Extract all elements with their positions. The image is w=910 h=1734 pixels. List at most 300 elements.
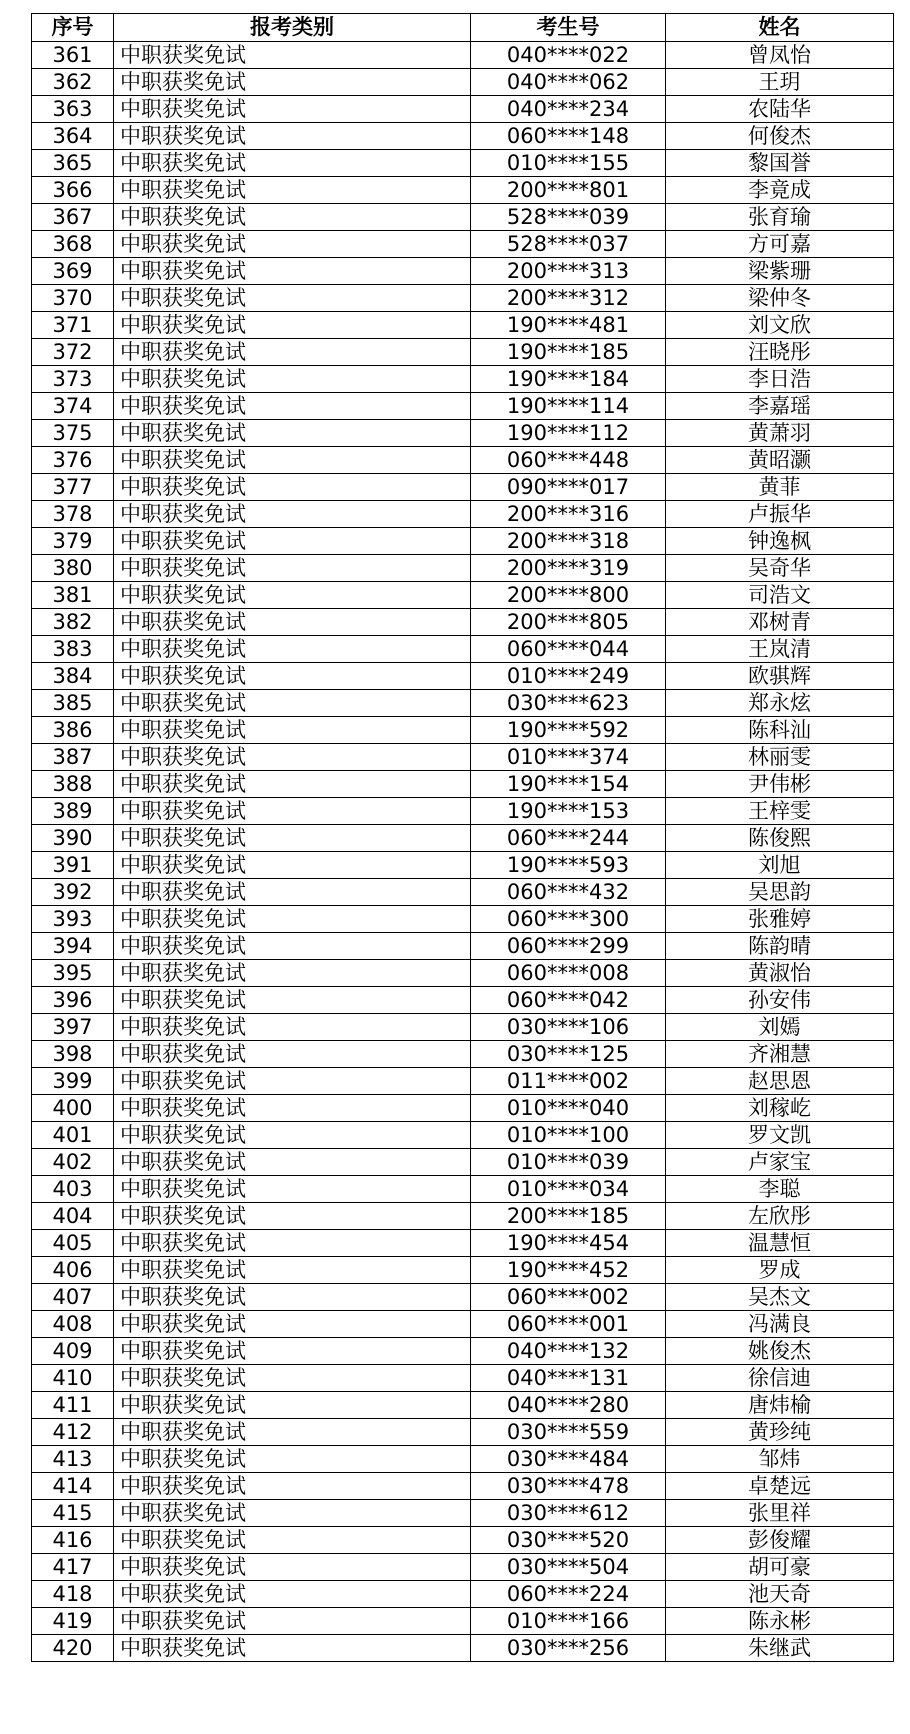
name-cell: 李日浩 — [666, 366, 894, 393]
candidate-number-cell: 010****039 — [471, 1149, 666, 1176]
candidate-number-cell: 190****481 — [471, 312, 666, 339]
application-category-cell: 中职获奖免试 — [114, 420, 471, 447]
application-category-cell: 中职获奖免试 — [114, 1338, 471, 1365]
name-cell: 赵思恩 — [666, 1068, 894, 1095]
sequence-number-cell: 400 — [32, 1095, 114, 1122]
table-row — [32, 1203, 894, 1230]
application-category-cell: 中职获奖免试 — [114, 717, 471, 744]
name-cell: 张育瑜 — [666, 204, 894, 231]
candidate-number-cell: 060****148 — [471, 123, 666, 150]
candidate-number-cell: 190****185 — [471, 339, 666, 366]
table-header — [32, 14, 894, 42]
application-category-cell: 中职获奖免试 — [114, 1122, 471, 1149]
table-row — [32, 258, 894, 285]
name-cell: 张雅婷 — [666, 906, 894, 933]
name-cell: 黄萧羽 — [666, 420, 894, 447]
sequence-number-cell: 391 — [32, 852, 114, 879]
name-cell: 司浩文 — [666, 582, 894, 609]
candidate-number-cell: 190****454 — [471, 1230, 666, 1257]
application-category-cell: 中职获奖免试 — [114, 1311, 471, 1338]
sequence-number-cell: 388 — [32, 771, 114, 798]
table-row — [32, 987, 894, 1014]
candidate-number-cell: 190****593 — [471, 852, 666, 879]
application-category-cell: 中职获奖免试 — [114, 1446, 471, 1473]
application-category-cell: 中职获奖免试 — [114, 609, 471, 636]
sequence-number-cell: 407 — [32, 1284, 114, 1311]
sequence-number-cell: 416 — [32, 1527, 114, 1554]
candidate-number-cell: 200****318 — [471, 528, 666, 555]
sequence-number-cell: 408 — [32, 1311, 114, 1338]
candidate-number-cell: 030****559 — [471, 1419, 666, 1446]
table-row — [32, 933, 894, 960]
application-category-cell: 中职获奖免试 — [114, 1365, 471, 1392]
application-category-cell: 中职获奖免试 — [114, 204, 471, 231]
application-category-cell: 中职获奖免试 — [114, 663, 471, 690]
table-row — [32, 906, 894, 933]
sequence-number-cell: 413 — [32, 1446, 114, 1473]
sequence-number-cell: 419 — [32, 1608, 114, 1635]
name-cell: 曾凤怡 — [666, 42, 894, 69]
table-row — [32, 177, 894, 204]
candidate-number-cell: 010****100 — [471, 1122, 666, 1149]
candidate-number-cell: 190****452 — [471, 1257, 666, 1284]
sequence-number-cell: 372 — [32, 339, 114, 366]
sequence-number-cell: 396 — [32, 987, 114, 1014]
name-cell: 吴杰文 — [666, 1284, 894, 1311]
application-category-cell: 中职获奖免试 — [114, 258, 471, 285]
table-row — [32, 1527, 894, 1554]
table-row — [32, 1149, 894, 1176]
table-row — [32, 528, 894, 555]
sequence-number-cell: 380 — [32, 555, 114, 582]
table-row — [32, 1554, 894, 1581]
name-cell: 陈科汕 — [666, 717, 894, 744]
header-application-category: 报考类别 — [114, 14, 471, 42]
candidate-number-cell: 200****800 — [471, 582, 666, 609]
table-row — [32, 555, 894, 582]
name-cell: 吴奇华 — [666, 555, 894, 582]
candidate-number-cell: 190****153 — [471, 798, 666, 825]
candidate-number-cell: 040****022 — [471, 42, 666, 69]
candidate-number-cell: 060****042 — [471, 987, 666, 1014]
sequence-number-cell: 371 — [32, 312, 114, 339]
table-row — [32, 1473, 894, 1500]
table-row — [32, 1392, 894, 1419]
candidate-number-cell: 200****319 — [471, 555, 666, 582]
table-row — [32, 690, 894, 717]
application-category-cell: 中职获奖免试 — [114, 1176, 471, 1203]
sequence-number-cell: 364 — [32, 123, 114, 150]
application-category-cell: 中职获奖免试 — [114, 123, 471, 150]
table-row — [32, 663, 894, 690]
candidate-number-cell: 010****040 — [471, 1095, 666, 1122]
sequence-number-cell: 390 — [32, 825, 114, 852]
table-row — [32, 1257, 894, 1284]
table-row — [32, 447, 894, 474]
name-cell: 黎国誉 — [666, 150, 894, 177]
name-cell: 黄珍纯 — [666, 1419, 894, 1446]
candidate-number-cell: 190****112 — [471, 420, 666, 447]
application-category-cell: 中职获奖免试 — [114, 69, 471, 96]
table-row — [32, 1014, 894, 1041]
sequence-number-cell: 363 — [32, 96, 114, 123]
table-row — [32, 366, 894, 393]
sequence-number-cell: 395 — [32, 960, 114, 987]
candidate-number-cell: 190****592 — [471, 717, 666, 744]
name-cell: 张里祥 — [666, 1500, 894, 1527]
name-cell: 刘旭 — [666, 852, 894, 879]
candidate-number-cell: 060****448 — [471, 447, 666, 474]
sequence-number-cell: 393 — [32, 906, 114, 933]
sequence-number-cell: 410 — [32, 1365, 114, 1392]
sequence-number-cell: 404 — [32, 1203, 114, 1230]
application-category-cell: 中职获奖免试 — [114, 798, 471, 825]
name-cell: 邓树青 — [666, 609, 894, 636]
table-row — [32, 474, 894, 501]
table-row — [32, 609, 894, 636]
sequence-number-cell: 368 — [32, 231, 114, 258]
sequence-number-cell: 392 — [32, 879, 114, 906]
table-row — [32, 204, 894, 231]
table-row — [32, 123, 894, 150]
name-cell: 梁紫珊 — [666, 258, 894, 285]
sequence-number-cell: 403 — [32, 1176, 114, 1203]
application-category-cell: 中职获奖免试 — [114, 1608, 471, 1635]
sequence-number-cell: 389 — [32, 798, 114, 825]
sequence-number-cell: 417 — [32, 1554, 114, 1581]
candidate-number-cell: 200****185 — [471, 1203, 666, 1230]
candidate-number-cell: 030****106 — [471, 1014, 666, 1041]
table-row — [32, 825, 894, 852]
sequence-number-cell: 367 — [32, 204, 114, 231]
application-category-cell: 中职获奖免试 — [114, 771, 471, 798]
header-name: 姓名 — [666, 14, 894, 42]
application-category-cell: 中职获奖免试 — [114, 501, 471, 528]
candidate-number-cell: 528****039 — [471, 204, 666, 231]
application-category-cell: 中职获奖免试 — [114, 1284, 471, 1311]
sequence-number-cell: 375 — [32, 420, 114, 447]
name-cell: 李嘉瑶 — [666, 393, 894, 420]
application-category-cell: 中职获奖免试 — [114, 933, 471, 960]
candidate-number-cell: 010****166 — [471, 1608, 666, 1635]
candidate-number-cell: 060****432 — [471, 879, 666, 906]
sequence-number-cell: 378 — [32, 501, 114, 528]
table-row — [32, 1095, 894, 1122]
table-row — [32, 1446, 894, 1473]
application-category-cell: 中职获奖免试 — [114, 1581, 471, 1608]
sequence-number-cell: 409 — [32, 1338, 114, 1365]
name-cell: 彭俊耀 — [666, 1527, 894, 1554]
name-cell: 梁仲冬 — [666, 285, 894, 312]
candidate-number-cell: 030****484 — [471, 1446, 666, 1473]
name-cell: 黄昭灏 — [666, 447, 894, 474]
application-category-cell: 中职获奖免试 — [114, 177, 471, 204]
application-category-cell: 中职获奖免试 — [114, 1635, 471, 1662]
sequence-number-cell: 415 — [32, 1500, 114, 1527]
name-cell: 齐湘慧 — [666, 1041, 894, 1068]
sequence-number-cell: 397 — [32, 1014, 114, 1041]
sequence-number-cell: 401 — [32, 1122, 114, 1149]
table-row — [32, 960, 894, 987]
application-category-cell: 中职获奖免试 — [114, 150, 471, 177]
application-category-cell: 中职获奖免试 — [114, 960, 471, 987]
sequence-number-cell: 384 — [32, 663, 114, 690]
name-cell: 王岚清 — [666, 636, 894, 663]
admission-roster-table — [31, 13, 894, 1662]
table-row — [32, 717, 894, 744]
table-row — [32, 420, 894, 447]
name-cell: 尹伟彬 — [666, 771, 894, 798]
table-row — [32, 1068, 894, 1095]
candidate-number-cell: 030****125 — [471, 1041, 666, 1068]
application-category-cell: 中职获奖免试 — [114, 879, 471, 906]
name-cell: 左欣彤 — [666, 1203, 894, 1230]
sequence-number-cell: 399 — [32, 1068, 114, 1095]
application-category-cell: 中职获奖免试 — [114, 690, 471, 717]
table-row — [32, 1635, 894, 1662]
table-row — [32, 150, 894, 177]
sequence-number-cell: 386 — [32, 717, 114, 744]
candidate-number-cell: 030****256 — [471, 1635, 666, 1662]
name-cell: 吴思韵 — [666, 879, 894, 906]
candidate-number-cell: 030****478 — [471, 1473, 666, 1500]
name-cell: 徐信迪 — [666, 1365, 894, 1392]
name-cell: 王玥 — [666, 69, 894, 96]
candidate-number-cell: 200****801 — [471, 177, 666, 204]
sequence-number-cell: 379 — [32, 528, 114, 555]
name-cell: 温慧恒 — [666, 1230, 894, 1257]
candidate-number-cell: 060****244 — [471, 825, 666, 852]
sequence-number-cell: 420 — [32, 1635, 114, 1662]
name-cell: 农陆华 — [666, 96, 894, 123]
table-row — [32, 1338, 894, 1365]
application-category-cell: 中职获奖免试 — [114, 339, 471, 366]
sequence-number-cell: 381 — [32, 582, 114, 609]
name-cell: 李聪 — [666, 1176, 894, 1203]
table-row — [32, 312, 894, 339]
sequence-number-cell: 370 — [32, 285, 114, 312]
application-category-cell: 中职获奖免试 — [114, 1014, 471, 1041]
table-row — [32, 42, 894, 69]
name-cell: 陈永彬 — [666, 1608, 894, 1635]
application-category-cell: 中职获奖免试 — [114, 1500, 471, 1527]
sequence-number-cell: 373 — [32, 366, 114, 393]
header-candidate-number: 考生号 — [471, 14, 666, 42]
candidate-number-cell: 190****114 — [471, 393, 666, 420]
application-category-cell: 中职获奖免试 — [114, 474, 471, 501]
table-row — [32, 744, 894, 771]
table-row — [32, 1365, 894, 1392]
table-row — [32, 1311, 894, 1338]
table-row — [32, 393, 894, 420]
candidate-number-cell: 010****249 — [471, 663, 666, 690]
application-category-cell: 中职获奖免试 — [114, 1068, 471, 1095]
sequence-number-cell: 414 — [32, 1473, 114, 1500]
candidate-number-cell: 200****316 — [471, 501, 666, 528]
name-cell: 郑永炫 — [666, 690, 894, 717]
application-category-cell: 中职获奖免试 — [114, 528, 471, 555]
name-cell: 胡可豪 — [666, 1554, 894, 1581]
name-cell: 朱继武 — [666, 1635, 894, 1662]
table-row — [32, 501, 894, 528]
table-row — [32, 1176, 894, 1203]
candidate-number-cell: 040****132 — [471, 1338, 666, 1365]
application-category-cell: 中职获奖免试 — [114, 906, 471, 933]
application-category-cell: 中职获奖免试 — [114, 231, 471, 258]
application-category-cell: 中职获奖免试 — [114, 1527, 471, 1554]
application-category-cell: 中职获奖免试 — [114, 366, 471, 393]
table-row — [32, 285, 894, 312]
name-cell: 卓楚远 — [666, 1473, 894, 1500]
candidate-number-cell: 030****504 — [471, 1554, 666, 1581]
candidate-number-cell: 010****034 — [471, 1176, 666, 1203]
name-cell: 邹炜 — [666, 1446, 894, 1473]
application-category-cell: 中职获奖免试 — [114, 1041, 471, 1068]
table-row — [32, 798, 894, 825]
candidate-number-cell: 030****612 — [471, 1500, 666, 1527]
sequence-number-cell: 369 — [32, 258, 114, 285]
sequence-number-cell: 382 — [32, 609, 114, 636]
sequence-number-cell: 406 — [32, 1257, 114, 1284]
table-row — [32, 1419, 894, 1446]
candidate-number-cell: 060****299 — [471, 933, 666, 960]
candidate-number-cell: 060****001 — [471, 1311, 666, 1338]
name-cell: 卢振华 — [666, 501, 894, 528]
candidate-number-cell: 040****280 — [471, 1392, 666, 1419]
sequence-number-cell: 383 — [32, 636, 114, 663]
name-cell: 唐炜榆 — [666, 1392, 894, 1419]
sequence-number-cell: 405 — [32, 1230, 114, 1257]
sequence-number-cell: 374 — [32, 393, 114, 420]
application-category-cell: 中职获奖免试 — [114, 1392, 471, 1419]
sequence-number-cell: 361 — [32, 42, 114, 69]
sequence-number-cell: 387 — [32, 744, 114, 771]
header-sequence-number: 序号 — [32, 14, 114, 42]
table-row — [32, 96, 894, 123]
sequence-number-cell: 402 — [32, 1149, 114, 1176]
candidate-number-cell: 010****374 — [471, 744, 666, 771]
application-category-cell: 中职获奖免试 — [114, 285, 471, 312]
table-row — [32, 1041, 894, 1068]
application-category-cell: 中职获奖免试 — [114, 96, 471, 123]
name-cell: 卢家宝 — [666, 1149, 894, 1176]
header-row — [32, 14, 894, 42]
table-row — [32, 339, 894, 366]
application-category-cell: 中职获奖免试 — [114, 447, 471, 474]
application-category-cell: 中职获奖免试 — [114, 1203, 471, 1230]
application-category-cell: 中职获奖免试 — [114, 1230, 471, 1257]
name-cell: 李竟成 — [666, 177, 894, 204]
name-cell: 姚俊杰 — [666, 1338, 894, 1365]
candidate-number-cell: 060****044 — [471, 636, 666, 663]
sequence-number-cell: 411 — [32, 1392, 114, 1419]
application-category-cell: 中职获奖免试 — [114, 1473, 471, 1500]
table-row — [32, 1230, 894, 1257]
application-category-cell: 中职获奖免试 — [114, 1419, 471, 1446]
table-row — [32, 1500, 894, 1527]
application-category-cell: 中职获奖免试 — [114, 1095, 471, 1122]
application-category-cell: 中职获奖免试 — [114, 312, 471, 339]
sequence-number-cell: 365 — [32, 150, 114, 177]
name-cell: 刘文欣 — [666, 312, 894, 339]
name-cell: 钟逸枫 — [666, 528, 894, 555]
name-cell: 孙安伟 — [666, 987, 894, 1014]
application-category-cell: 中职获奖免试 — [114, 555, 471, 582]
candidate-number-cell: 190****184 — [471, 366, 666, 393]
application-category-cell: 中职获奖免试 — [114, 636, 471, 663]
name-cell: 陈俊熙 — [666, 825, 894, 852]
application-category-cell: 中职获奖免试 — [114, 42, 471, 69]
table-body — [32, 42, 894, 1662]
table-row — [32, 879, 894, 906]
sequence-number-cell: 362 — [32, 69, 114, 96]
table-row — [32, 636, 894, 663]
application-category-cell: 中职获奖免试 — [114, 744, 471, 771]
application-category-cell: 中职获奖免试 — [114, 987, 471, 1014]
table-row — [32, 771, 894, 798]
table-row — [32, 1581, 894, 1608]
table-row — [32, 1284, 894, 1311]
candidate-number-cell: 010****155 — [471, 150, 666, 177]
candidate-number-cell: 060****300 — [471, 906, 666, 933]
name-cell: 何俊杰 — [666, 123, 894, 150]
name-cell: 林丽雯 — [666, 744, 894, 771]
name-cell: 陈韵晴 — [666, 933, 894, 960]
name-cell: 罗成 — [666, 1257, 894, 1284]
application-category-cell: 中职获奖免试 — [114, 582, 471, 609]
name-cell: 欧骐辉 — [666, 663, 894, 690]
candidate-number-cell: 030****520 — [471, 1527, 666, 1554]
table-row — [32, 231, 894, 258]
name-cell: 池天奇 — [666, 1581, 894, 1608]
name-cell: 黄菲 — [666, 474, 894, 501]
sequence-number-cell: 398 — [32, 1041, 114, 1068]
table-row — [32, 1608, 894, 1635]
candidate-number-cell: 200****312 — [471, 285, 666, 312]
application-category-cell: 中职获奖免试 — [114, 393, 471, 420]
sequence-number-cell: 376 — [32, 447, 114, 474]
candidate-number-cell: 200****805 — [471, 609, 666, 636]
candidate-number-cell: 060****008 — [471, 960, 666, 987]
sequence-number-cell: 385 — [32, 690, 114, 717]
sequence-number-cell: 366 — [32, 177, 114, 204]
candidate-number-cell: 528****037 — [471, 231, 666, 258]
name-cell: 罗文凯 — [666, 1122, 894, 1149]
sequence-number-cell: 418 — [32, 1581, 114, 1608]
table-row — [32, 1122, 894, 1149]
candidate-number-cell: 040****062 — [471, 69, 666, 96]
application-category-cell: 中职获奖免试 — [114, 1149, 471, 1176]
table-row — [32, 69, 894, 96]
candidate-number-cell: 040****131 — [471, 1365, 666, 1392]
name-cell: 刘嫣 — [666, 1014, 894, 1041]
candidate-number-cell: 030****623 — [471, 690, 666, 717]
name-cell: 黄淑怡 — [666, 960, 894, 987]
name-cell: 汪晓彤 — [666, 339, 894, 366]
sequence-number-cell: 394 — [32, 933, 114, 960]
candidate-number-cell: 040****234 — [471, 96, 666, 123]
sequence-number-cell: 412 — [32, 1419, 114, 1446]
candidate-number-cell: 200****313 — [471, 258, 666, 285]
application-category-cell: 中职获奖免试 — [114, 1257, 471, 1284]
table-row — [32, 582, 894, 609]
name-cell: 刘稼屹 — [666, 1095, 894, 1122]
name-cell: 冯满良 — [666, 1311, 894, 1338]
candidate-number-cell: 011****002 — [471, 1068, 666, 1095]
name-cell: 王梓雯 — [666, 798, 894, 825]
table-row — [32, 852, 894, 879]
application-category-cell: 中职获奖免试 — [114, 1554, 471, 1581]
